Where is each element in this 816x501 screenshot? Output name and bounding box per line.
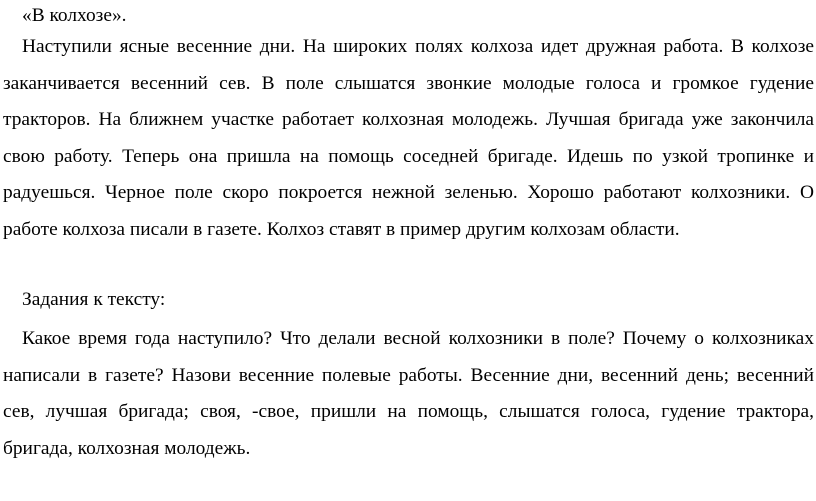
tasks-paragraph: Какое время года наступило? Что делали весной колхозники в поле? Почему о колхозниках написали в газете? Назови весенние полевые работы. Весенние дни, весенний день; весенний сев, лучшая бригада; своя, -свое, пришли на помощь, слышатся голоса, гудение трактора, бригада, колхозная молодежь. [3, 328, 814, 459]
document-title: «В колхозе». [22, 5, 127, 26]
story-paragraph: Наступили ясные весенние дни. На широких полях колхоза идет дружная работа. В колхозе заканчивается весенний сев. В поле слышатся звонкие молодые голоса и громкое гудение тракторов. На ближнем участке работает колхозная молодежь. Лучшая бригада уже закончила свою работу. Теперь она пришла на помощь соседней бригаде. Идешь по узкой тропинке и радуешься. Черное поле скоро покроется нежной зеленью. Хорошо работают колхозники. О работе колхоза писали в газете. Колхоз ставят в пример другим колхозам области. [3, 36, 814, 240]
tasks-heading: Задания к тексту: [22, 289, 166, 310]
